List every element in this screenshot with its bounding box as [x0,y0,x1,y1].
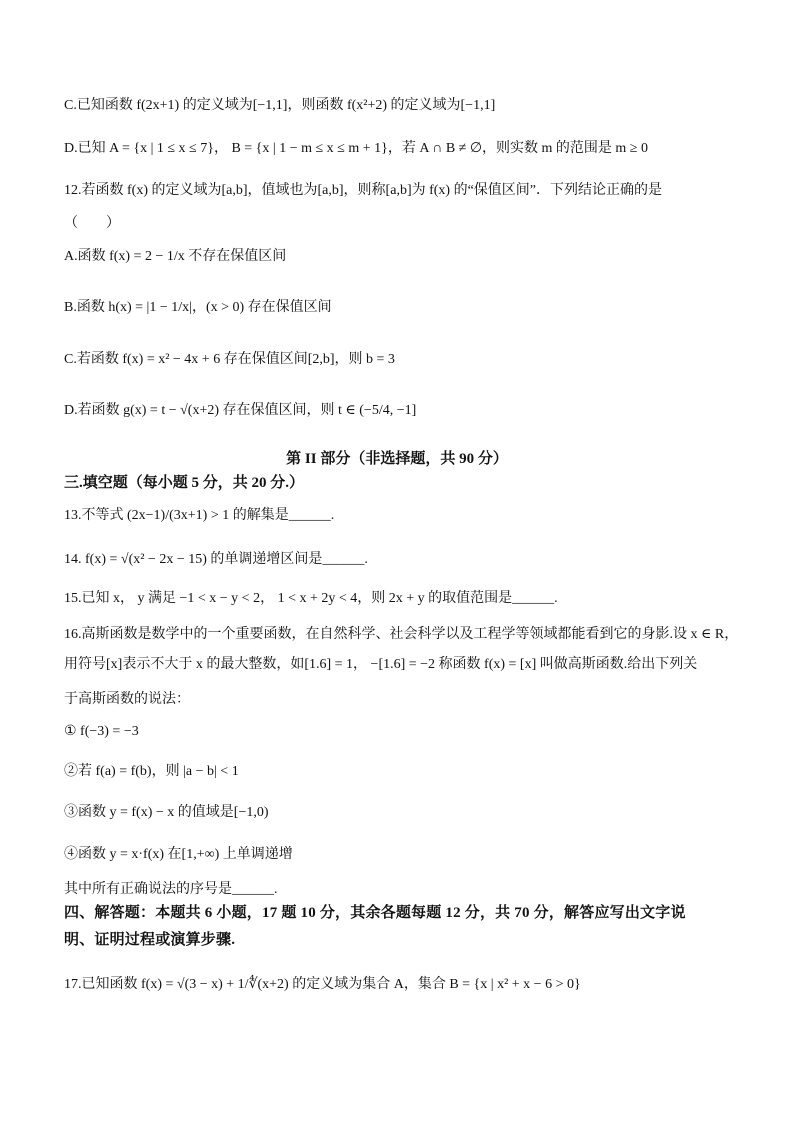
q13: 13.不等式 (2x−1)/(3x+1) > 1 的解集是______. [64,508,335,523]
q16-question: 其中所有正确说法的序号是______. [64,882,278,897]
q15: 15.已知 x， y 满足 −1 < x − y < 2， 1 < x + 2y < 4，则 2x + y 的取值范围是______. [64,591,558,606]
q16-line3: 于高斯函数的说法： [64,692,190,707]
q12-option-a: A.函数 f(x) = 2 − 1/x 不存在保值区间 [64,249,287,264]
q12-stem: 12.若函数 f(x) 的定义域为[a,b]，值域也为[a,b]，则称[a,b]为 f(x) 的“保值区间”．下列结论正确的是 [64,183,663,198]
q16-statement-2: ②若 f(a) = f(b)，则 |a − b| < 1 [64,764,239,779]
q12-option-d: D.若函数 g(x) = t − √(x+2) 存在保值区间，则 t ∈ (−5/4, −1] [64,403,417,418]
q11-option-d: D.已知 A = {x | 1 ≤ x ≤ 7}， B = {x | 1 − m ≤ x ≤ m + 1}，若 A ∩ B ≠ ∅，则实数 m 的范围是 m ≥ 0 [64,141,648,156]
q16-statement-1: ① f(−3) = −3 [64,724,139,739]
part2-heading: 第 II 部分（非选择题，共 90 分） [286,451,508,467]
q14: 14. f(x) = √(x² − 2x − 15) 的单调递增区间是______. [64,552,368,567]
q11-option-c: C.已知函数 f(2x+1) 的定义域为[−1,1]，则函数 f(x²+2) 的定义域为[−1,1] [64,98,496,113]
q12-option-c: C.若函数 f(x) = x² − 4x + 6 存在保值区间[2,b]，则 b = 3 [64,352,395,367]
q16-line1: 16.高斯函数是数学中的一个重要函数，在自然科学、社会科学以及工程学等领域都能看到它的身影.设 x ∈ R， [64,627,739,642]
q12-option-b: B.函数 h(x) = |1 − 1/x|，(x > 0) 存在保值区间 [64,300,332,315]
q16-line2: 用符号[x]表示不大于 x 的最大整数，如[1.6] = 1， −[1.6] = −2 称函数 f(x) = [x] 叫做高斯函数.给出下列关 [64,657,698,672]
q12-answer-paren: （ ） [64,216,120,231]
section4-heading-line2: 明、证明过程或演算步骤. [64,932,236,948]
section4-heading-line1: 四、解答题：本题共 6 小题，17 题 10 分，其余各题每题 12 分，共 70 分，解答应写出文字说 [64,905,686,921]
q17: 17.已知函数 f(x) = √(3 − x) + 1/∜(x+2) 的定义域为集合 A，集合 B = {x | x² + x − 6 > 0} [64,977,581,992]
q16-statement-4: ④函数 y = x·f(x) 在[1,+∞) 上单调递增 [64,847,293,862]
q16-statement-3: ③函数 y = f(x) − x 的值域是[−1,0) [64,805,269,820]
section3-heading: 三.填空题（每小题 5 分，共 20 分.） [64,475,305,491]
